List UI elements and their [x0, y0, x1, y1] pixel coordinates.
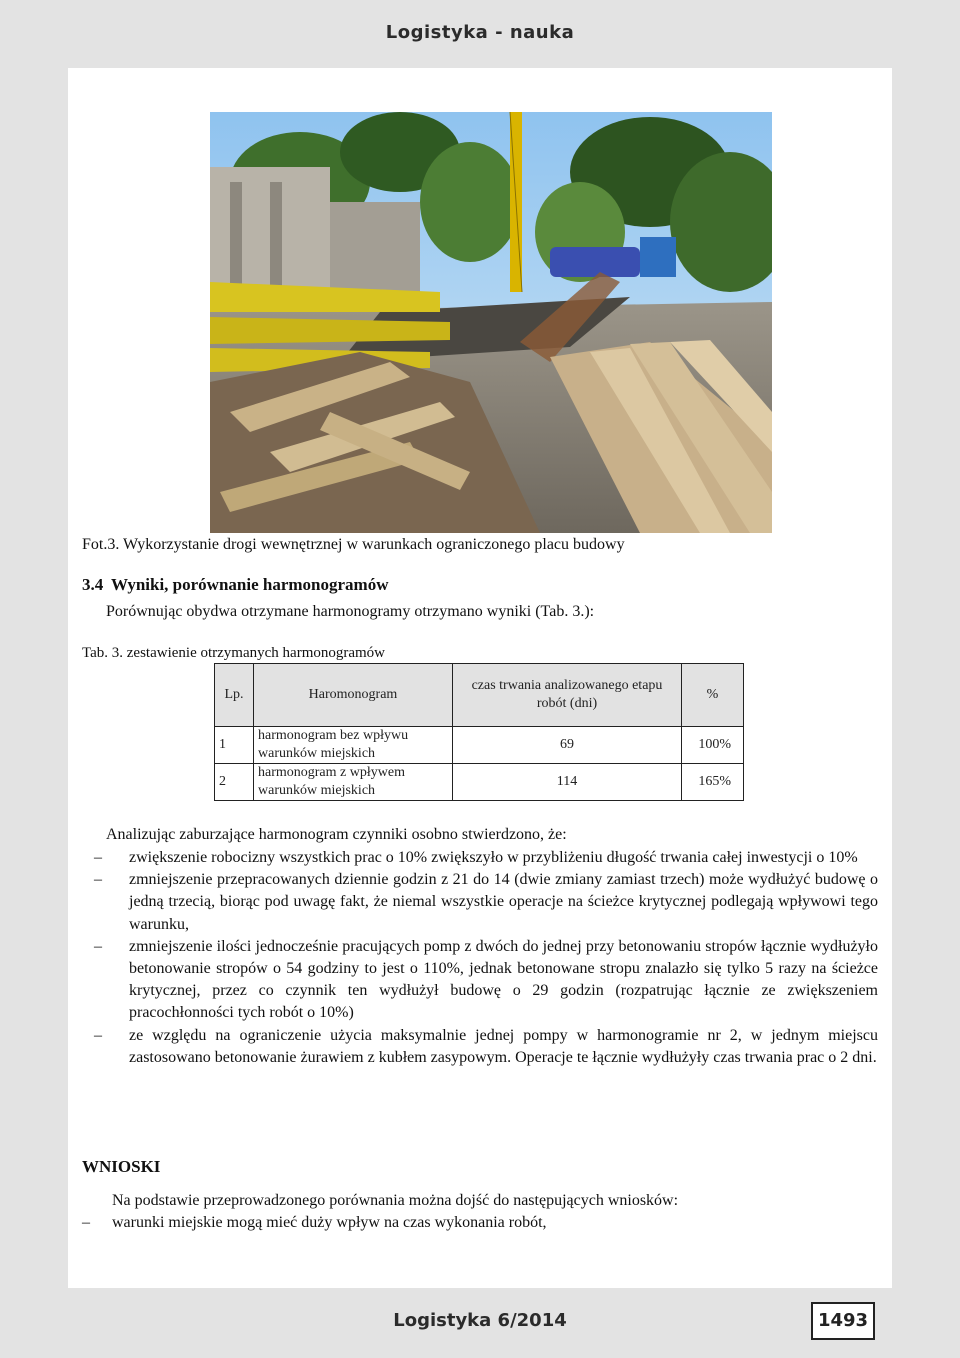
list-item — [94, 936, 878, 1025]
row-lp: 2 — [215, 764, 254, 801]
row-percent: 100% — [682, 727, 744, 764]
dash-marker: – — [94, 937, 102, 955]
list-item — [94, 1025, 878, 1069]
list-item-text: zmniejszenie ilości jednocześnie pracujących pomp z dwóch do jednej przy betonowaniu stropów łącznie wydłużyło betonowanie stropów o 54 godziny to jest o 110%, jednak betonowane stropu znalazło się tylko 5 razy na ścieżce krytycznej, przez co czynnik ten wydłużył budowę o 29 godzin (rozpatrując łącznie ze zwiększeniem pracochłonności tych robót o 10%) — [129, 937, 878, 1022]
list-item-text: ze względu na ograniczenie użycia maksymalnie jednej pompy w harmonogramie nr 2, w jednym miejscu zastosowano betonowanie żurawiem z kubłem zasypowym. Operacje te łącznie wydłużyły czas trwania prac o 2 dni. — [129, 1026, 878, 1066]
row-lp: 1 — [215, 727, 254, 764]
conclusions-first-item — [82, 1212, 547, 1234]
analysis-list — [94, 847, 878, 1069]
section-title: Wyniki, porównanie harmonogramów — [110, 575, 389, 594]
section-number: 3.4 — [82, 575, 104, 594]
dash-marker: – — [82, 1214, 90, 1231]
section-intro: Porównując obydwa otrzymane harmonogramy otrzymano wyniki (Tab. 3.): — [106, 603, 595, 620]
results-table — [214, 663, 744, 801]
row-name: harmonogram z wpływem warunków miejskich — [254, 764, 453, 801]
header-harmonogram: Haromonogram — [254, 664, 453, 727]
page-number: 1493 — [811, 1302, 875, 1340]
row-days: 69 — [453, 727, 682, 764]
list-item-text: zmniejszenie przepracowanych dziennie godzin z 21 do 14 (dwie zmiany zamiast trzech) może wydłużyć budowę o jedną trzecią, biorąc pod uwagę fakt, że niemal wszystkie operacje na ścieżce krytycznej podlegają wpływowi tego warunku, — [129, 871, 878, 933]
journal-header: Logistyka - nauka — [385, 22, 575, 43]
header-duration: czas trwania analizowanego etapu robót (dni) — [453, 664, 682, 727]
header-lp: Lp. — [215, 664, 254, 727]
analysis-intro: Analizując zaburzające harmonogram czynniki osobno stwierdzono, że: — [106, 826, 567, 843]
row-percent: 165% — [682, 764, 744, 801]
row-days: 114 — [453, 764, 682, 801]
list-item-text: warunki miejskie mogą mieć duży wpływ na czas wykonania robót, — [112, 1214, 547, 1231]
dash-marker: – — [94, 1026, 102, 1044]
list-item — [94, 869, 878, 936]
table-row — [215, 727, 744, 764]
dash-marker: – — [94, 849, 102, 866]
list-item-text: zwiększenie robocizny wszystkich prac o 10% zwiększyło w przybliżeniu długość trwania całej inwestycji o 10% — [129, 849, 858, 866]
list-item — [94, 847, 878, 869]
section-heading — [82, 574, 388, 596]
table-caption: Tab. 3. zestawienie otrzymanych harmonogramów — [82, 645, 386, 661]
row-name: harmonogram bez wpływu warunków miejskich — [254, 727, 453, 764]
construction-site-photo — [210, 112, 772, 533]
page-sheet — [68, 68, 892, 1288]
header-percent: % — [682, 664, 744, 727]
photo-caption: Fot.3. Wykorzystanie drogi wewnętrznej w warunkach ograniczonego placu budowy — [82, 536, 625, 553]
conclusions-heading: WNIOSKI — [82, 1157, 161, 1176]
table-header-row — [215, 664, 744, 727]
table-row — [215, 764, 744, 801]
conclusions-intro: Na podstawie przeprowadzonego porównania można dojść do następujących wniosków: — [112, 1192, 679, 1209]
journal-footer: Logistyka 6/2014 — [393, 1310, 567, 1331]
dash-marker: – — [94, 871, 102, 889]
